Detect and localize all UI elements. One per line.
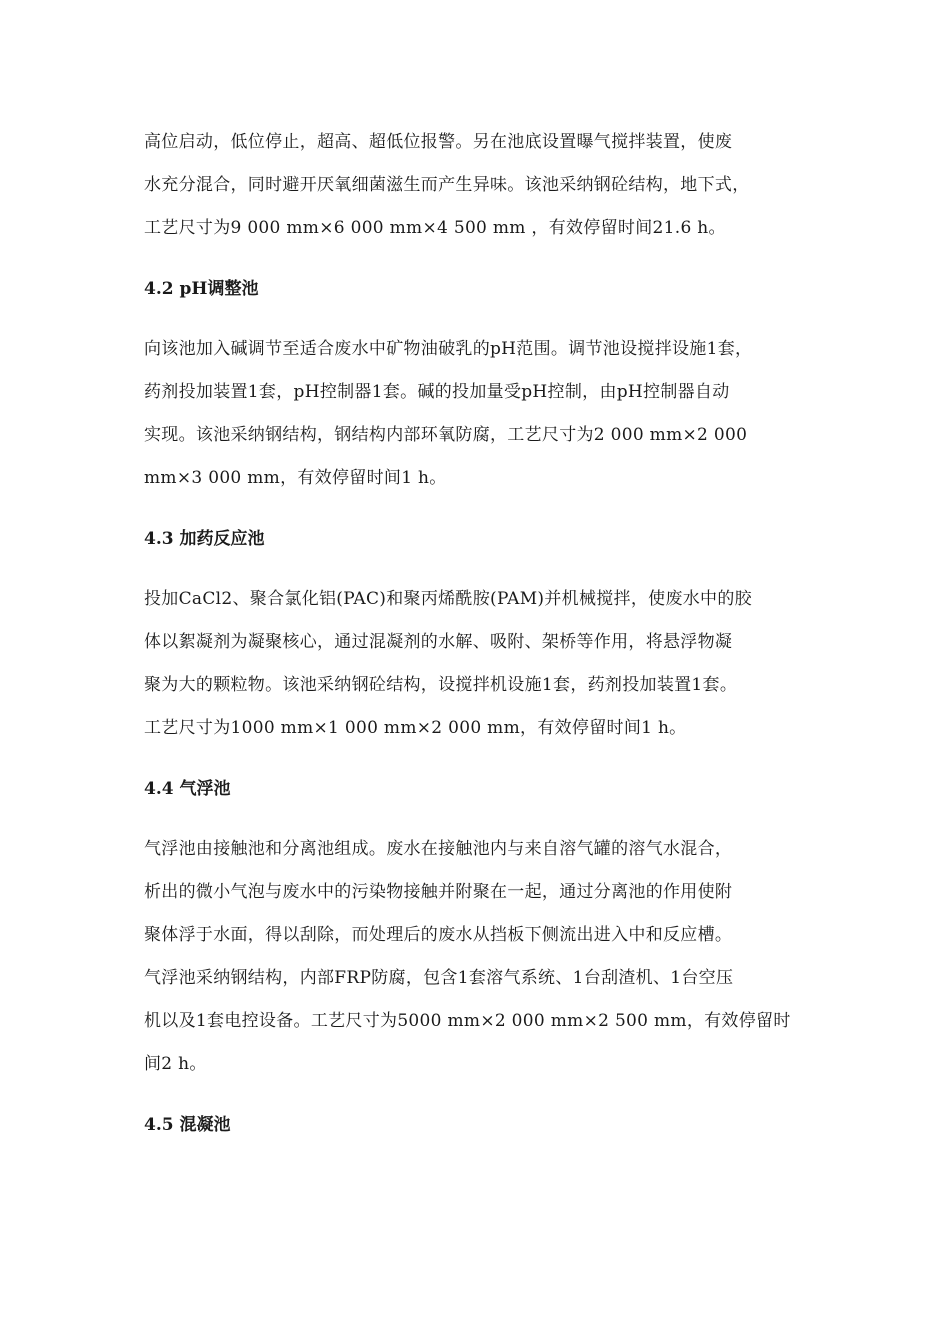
intro-line-3: 工艺尺寸为9 000 mm×6 000 mm×4 500 mm ，有效停留时间21.6 h。 bbox=[144, 218, 726, 238]
s44-line-1: 气浮池由接触池和分离池组成。废水在接触池内与来自溶气罐的溶气水混合， bbox=[144, 839, 733, 859]
heading-4-3: 4.3 加药反应池 bbox=[144, 529, 265, 549]
s44-line-4: 气浮池采纳钢结构，内部FRP防腐，包含1套溶气系统、1台刮渣机、1台空压 bbox=[144, 968, 734, 988]
intro-line-2: 水充分混合，同时避开厌氧细菌滋生而产生异味。该池采纳钢砼结构，地下式， bbox=[144, 175, 750, 195]
s43-line-3: 聚为大的颗粒物。该池采纳钢砼结构，设搅拌机设施1套，药剂投加装置1套。 bbox=[144, 675, 738, 695]
s42-line-2: 药剂投加装置1套，pH控制器1套。碱的投加量受pH控制，由pH控制器自动 bbox=[144, 382, 730, 402]
s44-line-2: 析出的微小气泡与废水中的污染物接触并附聚在一起，通过分离池的作用使附 bbox=[144, 882, 733, 902]
s44-line-5: 机以及1套电控设备。工艺尺寸为5000 mm×2 000 mm×2 500 mm，有效停留时 bbox=[144, 1011, 791, 1031]
intro-line-1: 高位启动，低位停止，超高、超低位报警。另在池底设置曝气搅拌装置，使废 bbox=[144, 132, 733, 152]
s43-line-2: 体以絮凝剂为凝聚核心，通过混凝剂的水解、吸附、架桥等作用，将悬浮物凝 bbox=[144, 632, 733, 652]
s43-line-4: 工艺尺寸为1000 mm×1 000 mm×2 000 mm，有效停留时间1 h。 bbox=[144, 718, 687, 738]
s42-line-1: 向该池加入碱调节至适合废水中矿物油破乳的pH范围。调节池设搅拌设施1套， bbox=[144, 339, 753, 359]
heading-4-2: 4.2 pH调整池 bbox=[144, 279, 259, 299]
s44-line-6: 间2 h。 bbox=[144, 1054, 207, 1074]
s42-line-4: mm×3 000 mm，有效停留时间1 h。 bbox=[144, 468, 447, 488]
s44-line-3: 聚体浮于水面，得以刮除，而处理后的废水从挡板下侧流出进入中和反应槽。 bbox=[144, 925, 733, 945]
heading-4-4: 4.4 气浮池 bbox=[144, 779, 231, 799]
s43-line-1: 投加CaCl2、聚合氯化铝(PAC)和聚丙烯酰胺(PAM)并机械搅拌，使废水中的胶 bbox=[144, 589, 752, 609]
heading-4-5: 4.5 混凝池 bbox=[144, 1115, 231, 1135]
s42-line-3: 实现。该池采纳钢结构，钢结构内部环氧防腐，工艺尺寸为2 000 mm×2 000 bbox=[144, 425, 748, 445]
